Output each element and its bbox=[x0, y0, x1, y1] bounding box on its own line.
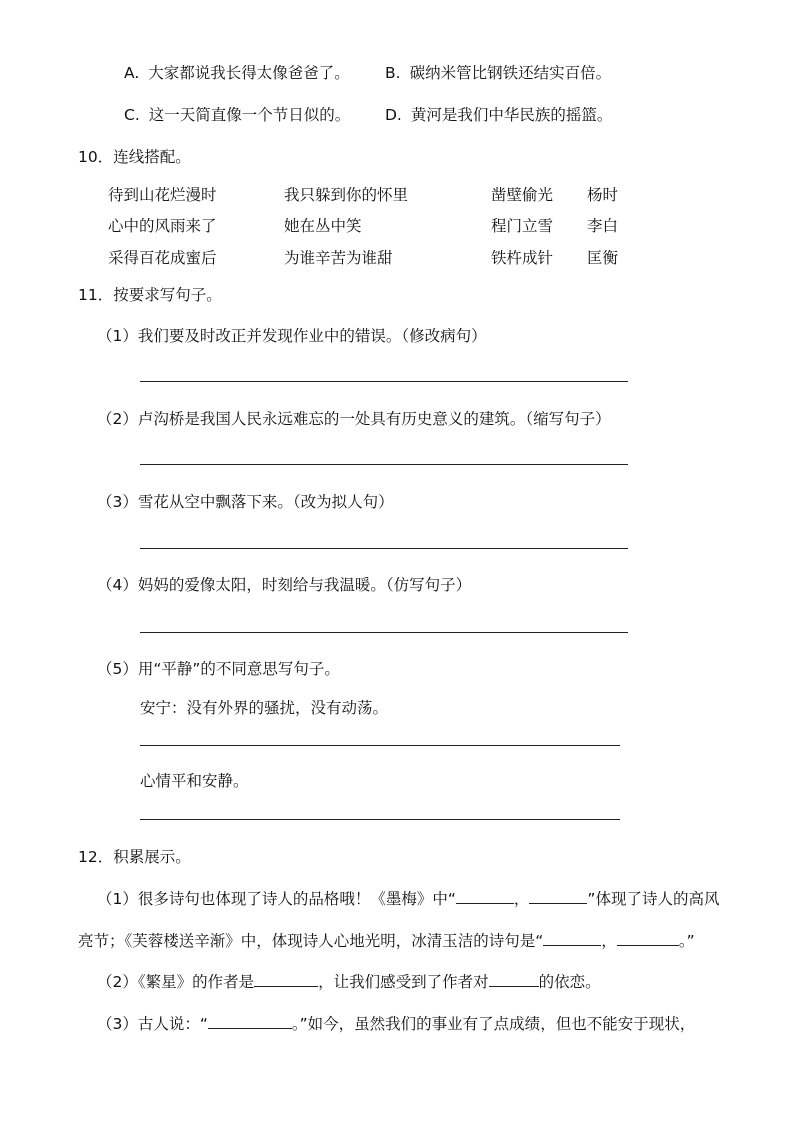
match-story-2: 程门立雪 bbox=[491, 217, 554, 235]
q12-p3-text-a: （3）古人说：“ bbox=[97, 1015, 208, 1033]
q12-p2-text-c: 的依恋。 bbox=[538, 973, 601, 991]
blank-furong-2[interactable] bbox=[617, 930, 679, 946]
q12-p1-text-c: 亮节；《芙蓉楼送辛渐》中，体现诗人心地光明，冰清玉洁的诗句是“ bbox=[78, 932, 544, 950]
q11-item-5: （5）用“平静”的不同意思写句子。 bbox=[97, 660, 340, 678]
q12-line-1 bbox=[97, 888, 719, 909]
q12-line-3 bbox=[97, 971, 601, 992]
option-c-text: 这一天简直像一个节日似的。 bbox=[148, 106, 351, 124]
blank-mohui-1[interactable] bbox=[456, 888, 514, 904]
match-story-3: 铁杵成针 bbox=[491, 249, 554, 267]
answer-line-2[interactable] bbox=[140, 464, 628, 465]
q12-p2-text-a: （2）《繁星》的作者是 bbox=[97, 973, 255, 991]
q12-line-2 bbox=[78, 930, 695, 951]
q12-line-4 bbox=[97, 1013, 695, 1034]
answer-line-5b[interactable] bbox=[140, 819, 620, 820]
q12-p1-end: 。” bbox=[678, 932, 695, 950]
match-story-1: 凿壁偷光 bbox=[491, 186, 554, 204]
q11-item-3: （3）雪花从空中飘落下来。（改为拟人句） bbox=[97, 493, 394, 511]
match-mid-2: 她在丛中笑 bbox=[284, 217, 362, 235]
option-d-text: 黄河是我们中华民族的摇篮。 bbox=[410, 106, 613, 124]
q12-p1-comma2: ， bbox=[601, 932, 617, 950]
q11-item-2: （2）卢沟桥是我国人民永远难忘的一处具有历史意义的建筑。（缩写句子） bbox=[97, 410, 611, 428]
q12-p3-text-b: 。”如今，虽然我们的事业有了点成绩，但也不能安于现状， bbox=[291, 1015, 696, 1033]
q11-item-4: （4）妈妈的爱像太阳，时刻给与我温暖。（仿写句子） bbox=[97, 576, 472, 594]
answer-line-5a[interactable] bbox=[140, 745, 620, 746]
option-c-letter: C. bbox=[124, 106, 140, 124]
option-a-letter: A. bbox=[124, 64, 140, 82]
option-a bbox=[124, 63, 350, 83]
answer-line-3[interactable] bbox=[140, 548, 628, 549]
match-left-2: 心中的风雨来了 bbox=[108, 217, 217, 235]
match-left-3: 采得百花成蜜后 bbox=[108, 249, 217, 267]
match-mid-1: 我只躲到你的怀里 bbox=[284, 186, 409, 204]
option-b-text: 碳纳米管比钢铁还结实百倍。 bbox=[409, 64, 612, 82]
match-person-2: 李白 bbox=[587, 217, 619, 235]
match-person-1: 杨时 bbox=[587, 186, 619, 204]
q12-p1-text-a: （1）很多诗句也体现了诗人的品格哦！《墨梅》中“ bbox=[97, 890, 456, 908]
blank-ancient-saying[interactable] bbox=[208, 1013, 292, 1029]
blank-author[interactable] bbox=[254, 971, 318, 987]
meaning-1: 安宁：没有外界的骚扰，没有动荡。 bbox=[140, 699, 389, 717]
option-b bbox=[385, 63, 611, 83]
option-a-text: 大家都说我长得太像爸爸了。 bbox=[148, 64, 350, 82]
blank-mohui-2[interactable] bbox=[529, 888, 587, 904]
answer-line-4[interactable] bbox=[140, 632, 628, 633]
q12-title: 12．积累展示。 bbox=[78, 848, 191, 866]
q12-p1-text-b: ”体现了诗人的高风 bbox=[587, 890, 720, 908]
q11-item-1: （1）我们要及时改正并发现作业中的错误。（修改病句） bbox=[97, 327, 487, 345]
match-left-1: 待到山花烂漫时 bbox=[108, 186, 217, 204]
option-d bbox=[385, 105, 612, 125]
q10-title: 10．连线搭配。 bbox=[78, 148, 191, 166]
blank-furong-1[interactable] bbox=[543, 930, 601, 946]
blank-attachment[interactable] bbox=[489, 971, 539, 987]
q11-title: 11．按要求写句子。 bbox=[78, 286, 222, 304]
q12-p2-text-b: ，让我们感受到了作者对 bbox=[318, 973, 489, 991]
option-c bbox=[124, 105, 350, 125]
option-b-letter: B. bbox=[385, 64, 401, 82]
match-mid-3: 为谁辛苦为谁甜 bbox=[284, 249, 393, 267]
answer-line-1[interactable] bbox=[140, 381, 628, 382]
match-person-3: 匡衡 bbox=[587, 249, 619, 267]
q12-p1-comma: ， bbox=[513, 890, 530, 908]
meaning-2: 心情平和安静。 bbox=[140, 772, 249, 790]
option-d-letter: D. bbox=[385, 106, 402, 124]
